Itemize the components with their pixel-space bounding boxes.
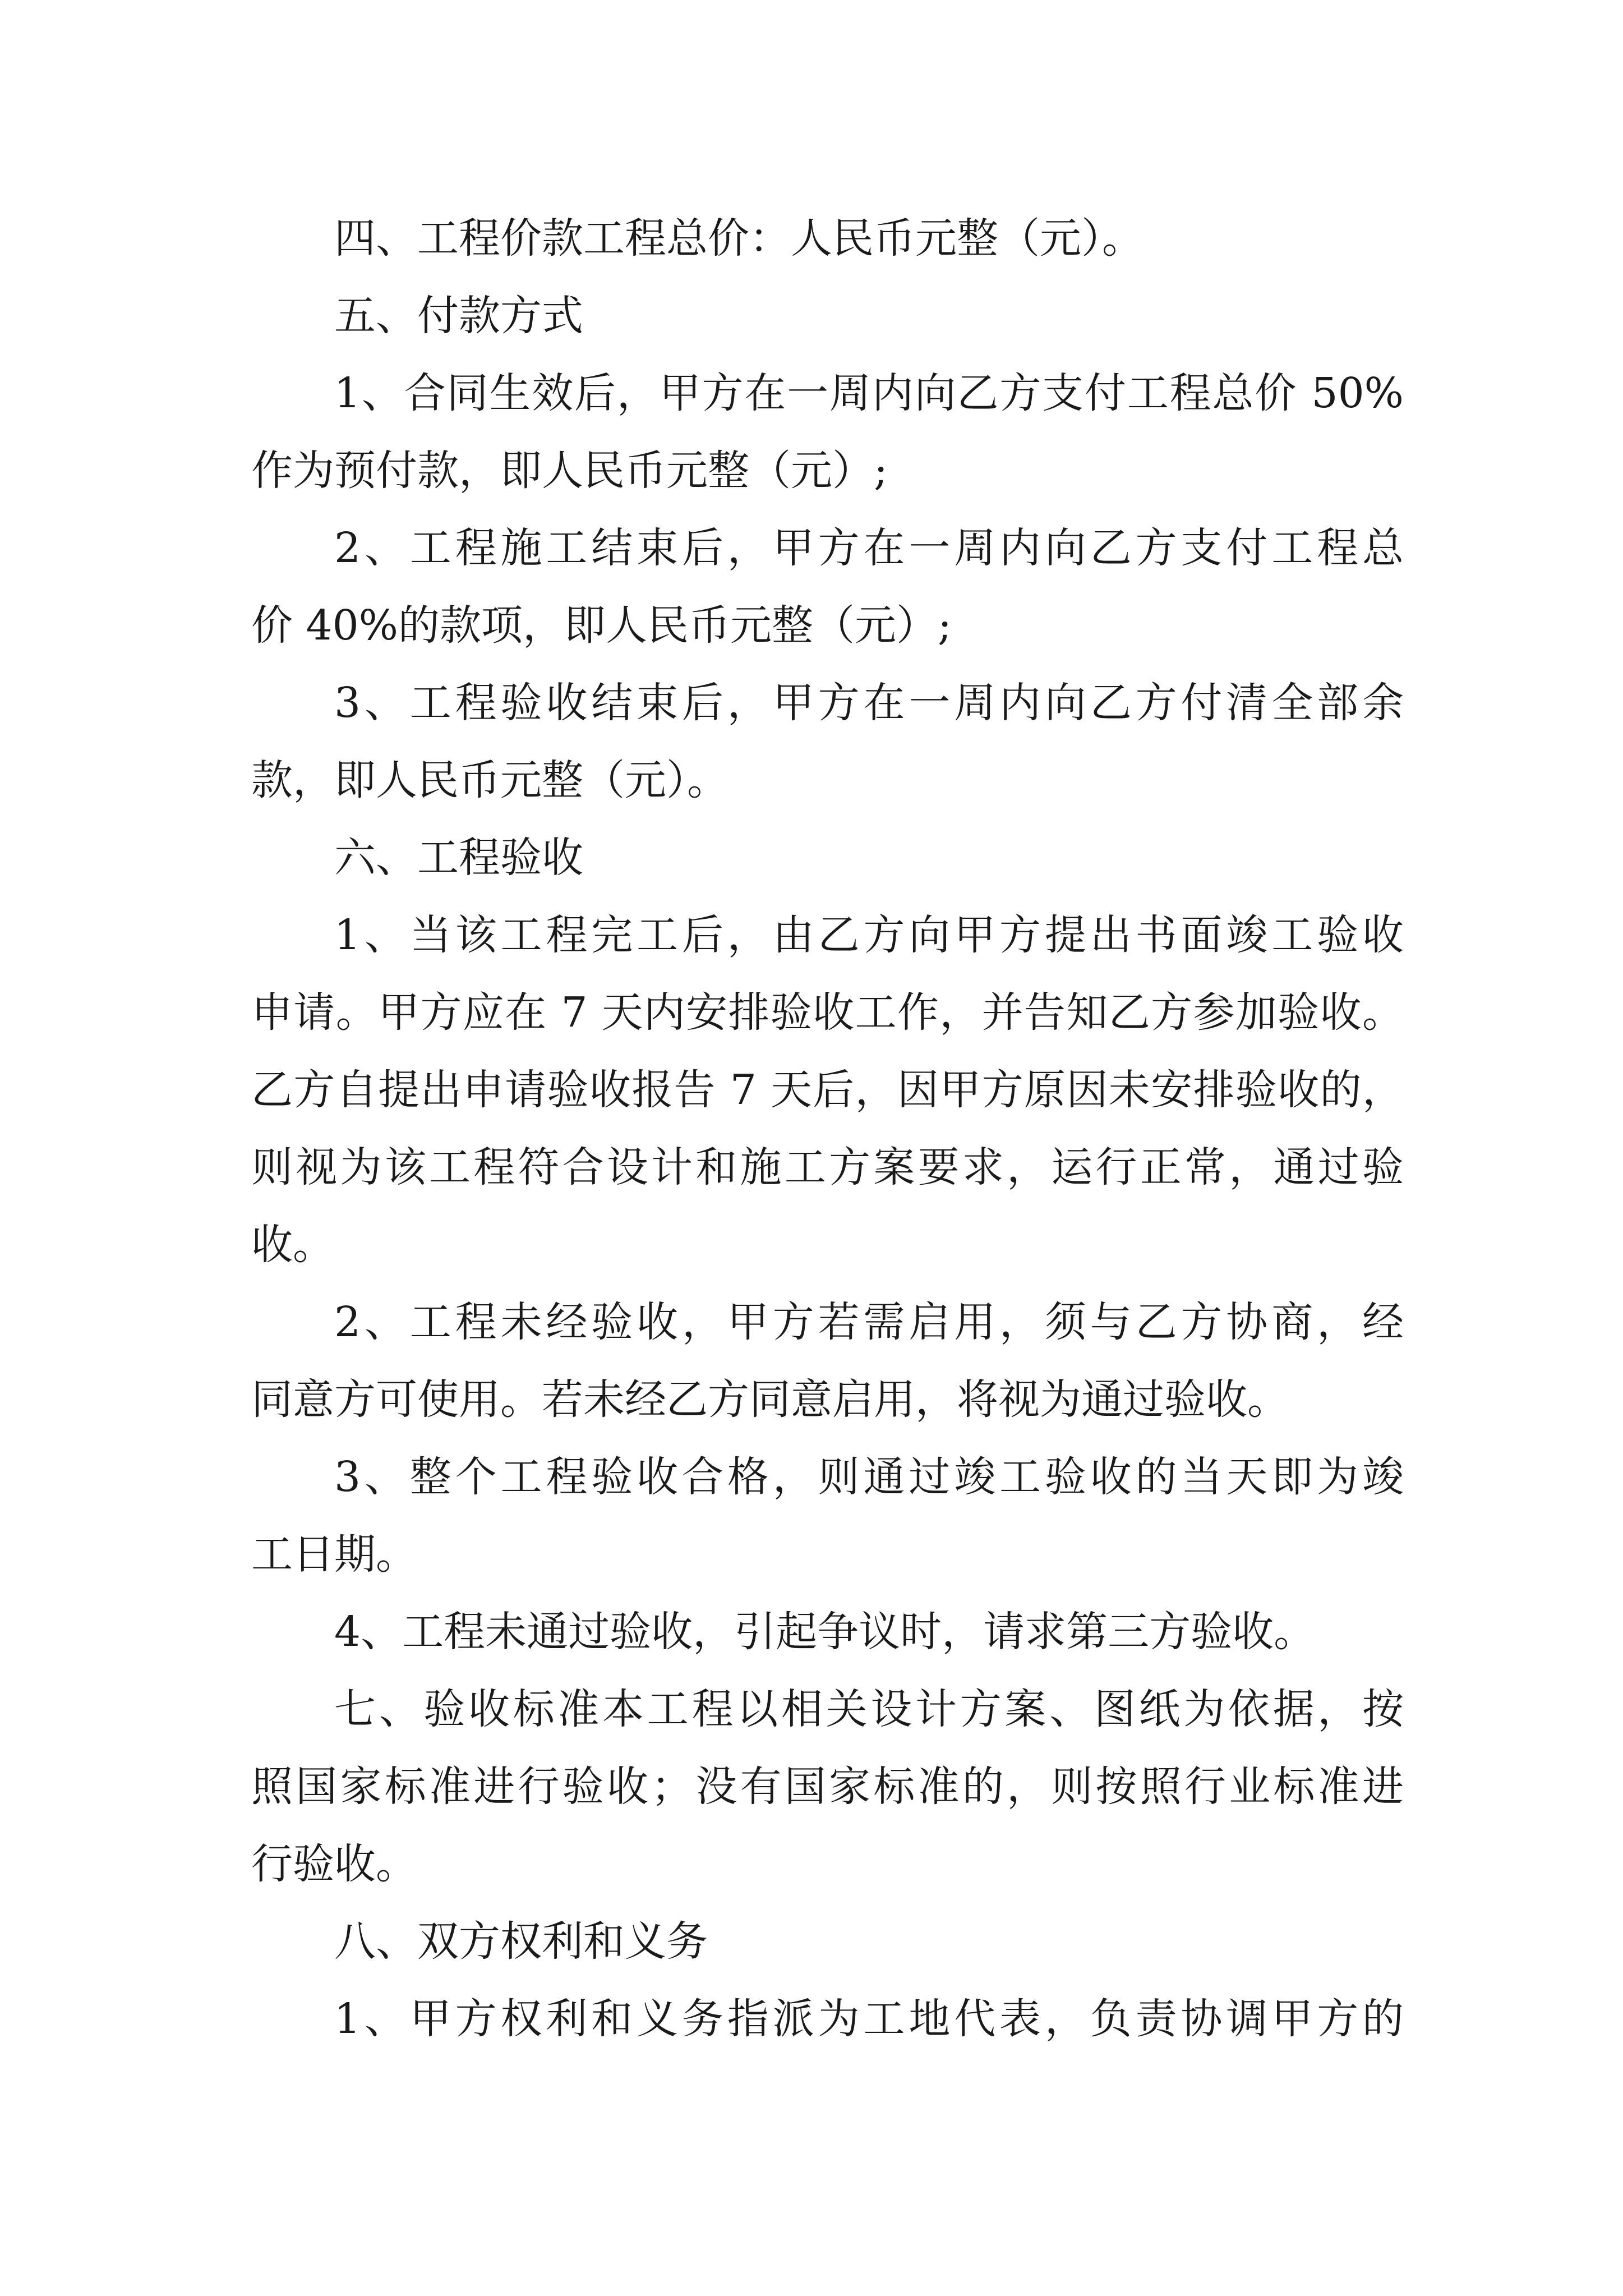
acceptance-clause-2-line-1: 2、工程未经验收，甲方若需启用，须与乙方协商，经 bbox=[334, 1298, 1404, 1346]
rights-clause-1-line-1: 1、甲方权利和义务指派为工地代表，负责协调甲方的 bbox=[334, 1995, 1404, 2043]
acceptance-clause-1-line-1: 1、当该工程完工后，由乙方向甲方提出书面竣工验收 bbox=[334, 911, 1404, 959]
section-7-line-2: 照国家标准进行验收；没有国家标准的，则按照行业标准进 bbox=[251, 1763, 1404, 1811]
section-8-heading: 八、双方权利和义务 bbox=[334, 1917, 708, 1966]
section-4-heading: 四、工程价款工程总价：人民币元整（元）。 bbox=[334, 214, 1144, 263]
payment-clause-1-line-2: 作为预付款，即人民币元整（元）; bbox=[251, 447, 888, 495]
acceptance-clause-1-line-3: 乙方自提出申请验收报告 7 天后，因甲方原因未安排验收的， bbox=[251, 1066, 1404, 1114]
section-7-line-3: 行验收。 bbox=[251, 1840, 417, 1888]
acceptance-clause-3-line-2: 工日期。 bbox=[251, 1530, 417, 1579]
acceptance-clause-1-line-4: 则视为该工程符合设计和施工方案要求，运行正常，通过验 bbox=[251, 1143, 1404, 1191]
acceptance-clause-4: 4、工程未通过验收，引起争议时，请求第三方验收。 bbox=[334, 1608, 1316, 1656]
section-5-heading: 五、付款方式 bbox=[334, 292, 583, 340]
payment-clause-2-line-2: 价 40%的款项，即人民币元整（元）; bbox=[251, 601, 952, 650]
payment-clause-3-line-2: 款，即人民币元整（元）。 bbox=[251, 756, 728, 804]
section-7-line-1: 七、验收标准本工程以相关设计方案、图纸为依据，按 bbox=[334, 1685, 1404, 1733]
payment-clause-3-line-1: 3、工程验收结束后，甲方在一周内向乙方付清全部余 bbox=[334, 679, 1404, 727]
section-6-heading: 六、工程验收 bbox=[334, 834, 583, 882]
acceptance-clause-3-line-1: 3、整个工程验收合格，则通过竣工验收的当天即为竣 bbox=[334, 1453, 1404, 1501]
payment-clause-1-line-1: 1、合同生效后，甲方在一周内向乙方支付工程总价 50% bbox=[334, 369, 1404, 417]
acceptance-clause-2-line-2: 同意方可使用。若未经乙方同意启用，将视为通过验收。 bbox=[251, 1375, 1289, 1424]
acceptance-clause-1-line-2: 申请。甲方应在 7 天内安排验收工作，并告知乙方参加验收。 bbox=[251, 988, 1404, 1037]
document-body bbox=[251, 200, 1404, 2058]
acceptance-clause-1-line-5: 收。 bbox=[251, 1221, 334, 1269]
payment-clause-2-line-1: 2、工程施工结束后，甲方在一周内向乙方支付工程总 bbox=[334, 524, 1404, 572]
